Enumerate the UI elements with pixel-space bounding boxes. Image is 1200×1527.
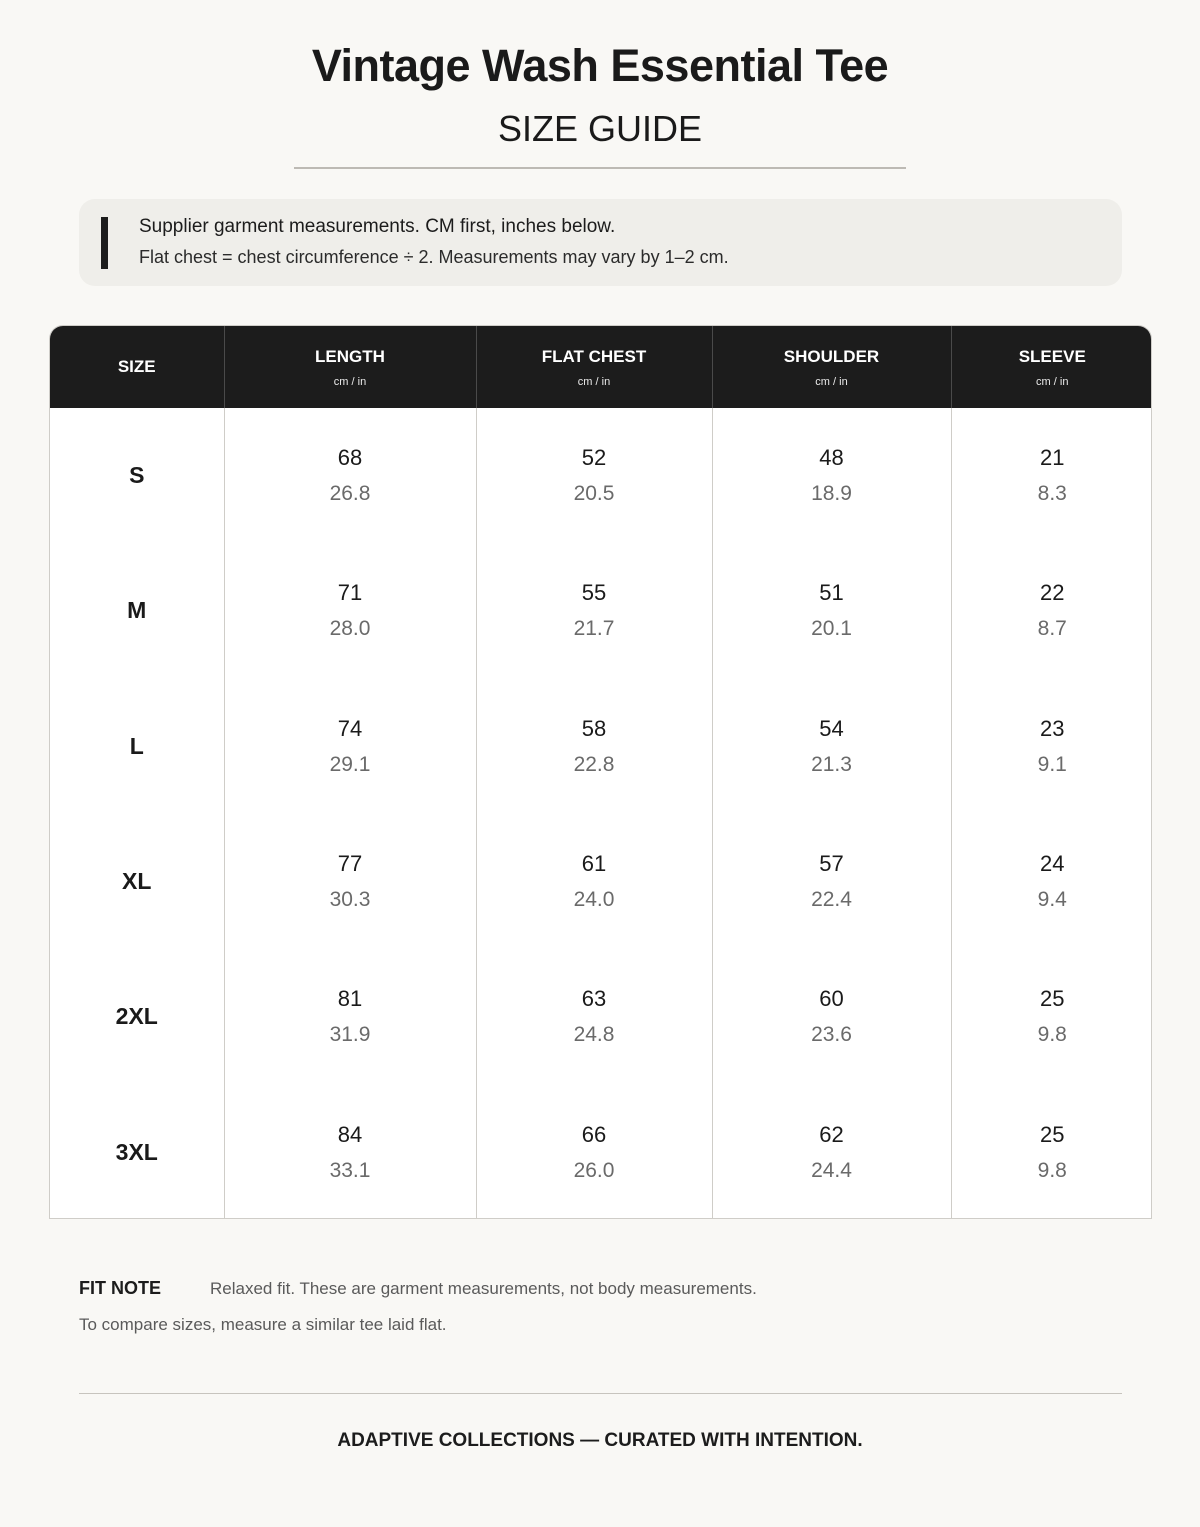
column-header-unit: cm / in (333, 375, 367, 388)
chest-cm-value: 55 (581, 580, 607, 606)
sleeve-cell (951, 1084, 1152, 1219)
shoulder-cell (712, 408, 951, 543)
sleeve-inch-value: 9.4 (1037, 888, 1067, 912)
size-cell: S (50, 408, 224, 543)
sleeve-inch-value: 9.8 (1037, 1158, 1067, 1182)
chest-cm-value: 66 (581, 1121, 607, 1147)
table-row (50, 543, 1152, 678)
length-inch-value: 31.9 (329, 1023, 371, 1047)
shoulder-cell (712, 679, 951, 814)
measurement-note (79, 199, 1122, 286)
note-line-1: Supplier garment measurements. CM first, inches below. (139, 216, 616, 237)
column-header-length (224, 326, 476, 408)
shoulder-inch-value: 24.4 (811, 1158, 852, 1182)
sleeve-cm-value: 25 (1040, 986, 1065, 1012)
size-table (49, 325, 1152, 1219)
sleeve-cell (951, 679, 1152, 814)
fit-note-text-2: To compare sizes, measure a similar tee laid flat. (79, 1315, 447, 1334)
shoulder-cell (712, 814, 951, 949)
chest-cell (476, 679, 712, 814)
sleeve-cm-value: 21 (1040, 445, 1065, 471)
column-header-unit: cm / in (1036, 375, 1069, 388)
column-header-label: SHOULDER (783, 346, 880, 366)
chest-cell (476, 814, 712, 949)
chest-cell (476, 1084, 712, 1219)
chest-cm-value: 52 (581, 445, 607, 471)
length-cell (224, 679, 476, 814)
shoulder-cell (712, 949, 951, 1084)
column-header-flat-chest (476, 326, 712, 408)
length-cell (224, 949, 476, 1084)
size-cell: L (50, 679, 224, 814)
sleeve-cell (951, 543, 1152, 678)
sleeve-cm-value: 23 (1040, 715, 1065, 741)
length-cm-value: 71 (337, 580, 363, 606)
length-inch-value: 33.1 (329, 1158, 371, 1182)
length-cell (224, 814, 476, 949)
fit-note-label: FIT NOTE (79, 1278, 161, 1298)
shoulder-cell (712, 1084, 951, 1219)
length-cell (224, 543, 476, 678)
shoulder-inch-value: 23.6 (811, 1023, 852, 1047)
chest-cell (476, 543, 712, 678)
chest-inch-value: 24.8 (573, 1023, 615, 1047)
column-header-unit: cm / in (577, 375, 611, 388)
footer-tagline: ADAPTIVE COLLECTIONS — CURATED WITH INTENTION. (337, 1430, 863, 1451)
table-row (50, 679, 1152, 814)
length-inch-value: 30.3 (329, 888, 371, 912)
table-row (50, 814, 1152, 949)
table-body (50, 408, 1152, 1219)
chest-inch-value: 22.8 (573, 752, 615, 776)
title-divider (294, 167, 906, 169)
column-header-label: FLAT CHEST (541, 346, 647, 366)
sleeve-cell (951, 814, 1152, 949)
size-cell: M (50, 543, 224, 678)
shoulder-inch-value: 21.3 (811, 752, 852, 776)
chest-cm-value: 61 (581, 851, 607, 877)
chest-cell (476, 949, 712, 1084)
length-inch-value: 28.0 (329, 617, 371, 641)
length-inch-value: 26.8 (329, 482, 371, 506)
table-row (50, 408, 1152, 543)
column-header-label: SLEEVE (1018, 346, 1086, 366)
chest-cell (476, 408, 712, 543)
chest-cm-value: 63 (581, 986, 607, 1012)
shoulder-inch-value: 20.1 (811, 617, 852, 641)
note-line-2: Flat chest = chest circumference ÷ 2. Measurements may vary by 1–2 cm. (139, 247, 729, 267)
shoulder-cm-value: 54 (819, 715, 844, 741)
length-cm-value: 81 (337, 986, 363, 1012)
chest-inch-value: 26.0 (573, 1158, 615, 1182)
shoulder-inch-value: 22.4 (811, 888, 852, 912)
sleeve-cell (951, 408, 1152, 543)
shoulder-cm-value: 62 (819, 1121, 844, 1147)
fit-note-text: Relaxed fit. These are garment measurements, not body measurements. (210, 1279, 757, 1298)
shoulder-cell (712, 543, 951, 678)
length-cell (224, 1084, 476, 1219)
table-header-row (50, 326, 1152, 408)
length-cell (224, 408, 476, 543)
shoulder-cm-value: 51 (819, 580, 844, 606)
length-cm-value: 77 (337, 851, 363, 877)
shoulder-inch-value: 18.9 (811, 482, 852, 506)
column-header-label: LENGTH (315, 346, 385, 366)
sleeve-cm-value: 25 (1040, 1121, 1065, 1147)
note-accent-bar (101, 217, 108, 269)
sleeve-cell (951, 949, 1152, 1084)
length-cm-value: 68 (337, 445, 363, 471)
sleeve-inch-value: 9.8 (1037, 1023, 1067, 1047)
footer-divider (79, 1393, 1122, 1394)
sleeve-cm-value: 24 (1040, 851, 1065, 877)
page-title: Vintage Wash Essential Tee (311, 40, 889, 91)
size-cell: XL (50, 814, 224, 949)
column-header-shoulder (712, 326, 951, 408)
sleeve-inch-value: 9.1 (1037, 752, 1067, 776)
shoulder-cm-value: 48 (819, 445, 844, 471)
size-cell: 2XL (50, 949, 224, 1084)
length-inch-value: 29.1 (329, 752, 371, 776)
chest-inch-value: 24.0 (573, 888, 615, 912)
length-cm-value: 84 (337, 1121, 363, 1147)
chest-cm-value: 58 (581, 715, 607, 741)
sleeve-cm-value: 22 (1040, 580, 1065, 606)
column-header-label: SIZE (117, 357, 156, 376)
table-row (50, 1084, 1152, 1219)
chest-inch-value: 21.7 (573, 617, 615, 641)
column-header-unit: cm / in (815, 375, 848, 388)
length-cm-value: 74 (337, 715, 363, 741)
sleeve-inch-value: 8.3 (1037, 482, 1067, 506)
shoulder-cm-value: 57 (819, 851, 844, 877)
sleeve-inch-value: 8.7 (1037, 617, 1067, 641)
page-subtitle: SIZE GUIDE (497, 108, 703, 149)
chest-inch-value: 20.5 (573, 482, 615, 506)
table-row (50, 949, 1152, 1084)
column-header-size (50, 326, 224, 408)
size-cell: 3XL (50, 1084, 224, 1219)
column-header-sleeve (951, 326, 1152, 408)
shoulder-cm-value: 60 (819, 986, 844, 1012)
